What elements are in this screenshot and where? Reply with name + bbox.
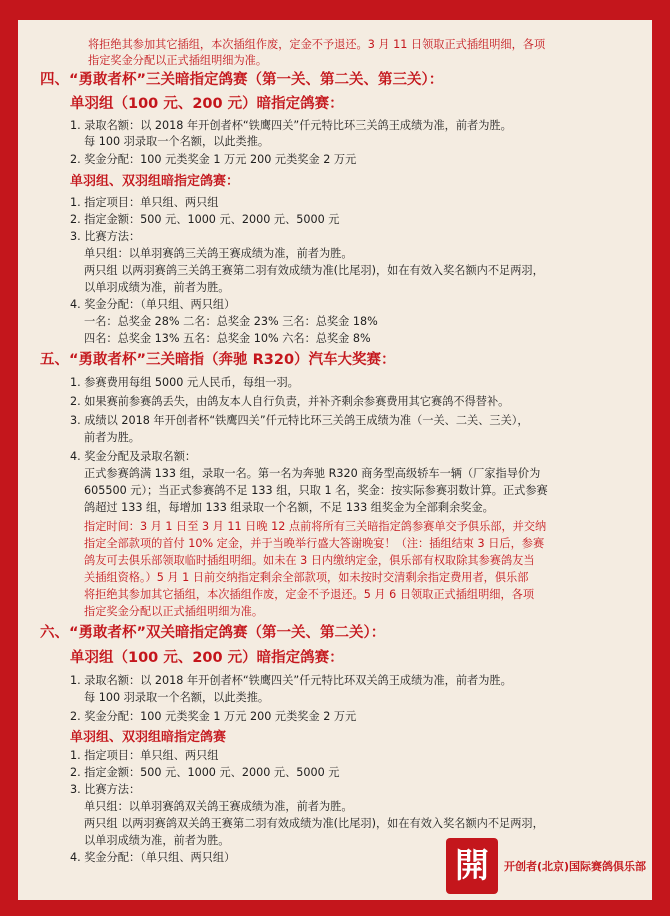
text-line: 3. 比赛方法： [70, 783, 141, 796]
text-line: 单只组：以单羽赛鸽三关鸽王赛成绩为准，前者为胜。 [84, 247, 353, 260]
text-line: 1. 录取名额：以 2018 年开创者杯“铁鹰四关”仟元特比环三关鸽王成绩为准，前者为胜。 [70, 119, 512, 132]
text-line: 4. 奖金分配及录取名额： [70, 450, 197, 463]
text-line: 两只组 以两羽赛鸽三关鸽王赛第二羽有效成绩为准(比尾羽)，如在有效入奖名额内不足两羽， [84, 264, 544, 277]
text-line: 五、“勇敢者杯”三关暗指（奔驰 R320）汽车大奖赛： [40, 352, 396, 368]
text-line: 每 100 羽录取一个名额，以此类推。 [84, 691, 270, 704]
text-line: 2. 奖金分配：100 元类奖金 1 万元 200 元类奖金 2 万元 [70, 153, 357, 166]
text-line: 四名：总奖金 13% 五名：总奖金 10% 六名：总奖金 8% [84, 332, 371, 345]
text-line: 2. 奖金分配：100 元类奖金 1 万元 200 元类奖金 2 万元 [70, 710, 357, 723]
seal-icon: 開 [446, 838, 498, 894]
text-line: 单羽组（100 元、200 元）暗指定鸽赛： [70, 650, 344, 666]
text-line: 一名：总奖金 28% 二名：总奖金 23% 三名：总奖金 18% [84, 315, 378, 328]
text-line: 1. 参赛费用每组 5000 元人民币，每组一羽。 [70, 376, 299, 389]
text-line: 2. 指定金额：500 元、1000 元、2000 元、5000 元 [70, 766, 340, 779]
text-line: 605500 元）；当正式参赛鸽不足 133 组，只取 1 名，奖金：按实际参赛羽数计算。正式参赛 [84, 484, 548, 497]
text-line: 指定奖金分配以正式插组明细为准。 [88, 54, 268, 67]
text-line: 正式参赛鸽满 133 组，录取一名。第一名为奔驰 R320 商务型高级轿车一辆（厂家指导价为 [84, 467, 541, 480]
text-line: 前者为胜。 [84, 431, 140, 444]
text-line: 以单羽成绩为准，前者为胜。 [84, 834, 230, 847]
text-line: 2. 指定金额：500 元、1000 元、2000 元、5000 元 [70, 213, 340, 226]
text-line: 3. 比赛方法： [70, 230, 141, 243]
text-line: 四、“勇敢者杯”三关暗指定鸽赛（第一关、第二关、第三关）： [40, 72, 444, 88]
club-logo [446, 838, 646, 894]
text-line: 单羽组、双羽组暗指定鸽赛 [70, 730, 227, 745]
text-line: 单羽组（100 元、200 元）暗指定鸽赛： [70, 96, 344, 112]
text-line: 4. 奖金分配：（单只组、两只组） [70, 298, 236, 311]
document-page [18, 20, 652, 900]
text-line: 鸽友可去俱乐部领取临时插组明细。如未在 3 日内缴纳定金，俱乐部有权取除其参赛鸽友当 [84, 554, 535, 567]
text-line: 2. 如果赛前参赛鸽丢失，由鸽友本人自行负责，并补齐剩余参赛费用其它赛鸽不得替补。 [70, 395, 510, 408]
text-line: 关插组资格。）5 月 1 日前交纳指定剩余全部款项，如未按时交清剩余指定费用者，俱乐部 [84, 571, 529, 584]
text-line: 六、“勇敢者杯”双关暗指定鸽赛（第一关、第二关）： [40, 625, 386, 641]
text-line: 指定时间：3 月 1 日至 3 月 11 日晚 12 点前将所有三关暗指定鸽参赛单交予俱乐部，并交纳 [84, 520, 547, 533]
text-line: 单羽组、双羽组暗指定鸽赛： [70, 174, 240, 189]
text-line: 单只组：以单羽赛鸽双关鸽王赛成绩为准，前者为胜。 [84, 800, 353, 813]
club-name: 开创者(北京)国际赛鸽俱乐部 [504, 860, 647, 873]
text-line: 指定全部款项的首付 10% 定金，并于当晚举行盛大答谢晚宴！（注：插组结束 3 日后，参赛 [84, 537, 545, 550]
text-line: 指定奖金分配以正式插组明细为准。 [84, 605, 264, 618]
text-line: 以单羽成绩为准，前者为胜。 [84, 281, 230, 294]
text-line: 1. 指定项目：单只组、两只组 [70, 749, 219, 762]
text-line: 1. 录取名额：以 2018 年开创者杯“铁鹰四关”仟元特比环双关鸽王成绩为准，前者为胜。 [70, 674, 512, 687]
text-line: 每 100 羽录取一个名额，以此类推。 [84, 135, 270, 148]
text-line: 3. 成绩以 2018 年开创者杯“铁鹰四关”仟元特比环三关鸽王成绩为准（一关、二关、三关）， [70, 414, 529, 427]
text-line: 1. 指定项目：单只组、两只组 [70, 196, 219, 209]
text-line: 将拒绝其参加其它插组，本次插组作废，定金不予退还。5 月 6 日领取正式插组明细，各项 [84, 588, 535, 601]
text-line: 将拒绝其参加其它插组，本次插组作废，定金不予退还。3 月 11 日领取正式插组明细，各项 [88, 38, 546, 51]
text-line: 4. 奖金分配：（单只组、两只组） [70, 851, 236, 864]
text-line: 鸽超过 133 组，每增加 133 组录取一个名额，不足 133 组奖金为全部剩余奖金。 [84, 501, 494, 514]
text-line: 两只组 以两羽赛鸽双关鸽王赛第二羽有效成绩为准(比尾羽)，如在有效入奖名额内不足两羽， [84, 817, 544, 830]
